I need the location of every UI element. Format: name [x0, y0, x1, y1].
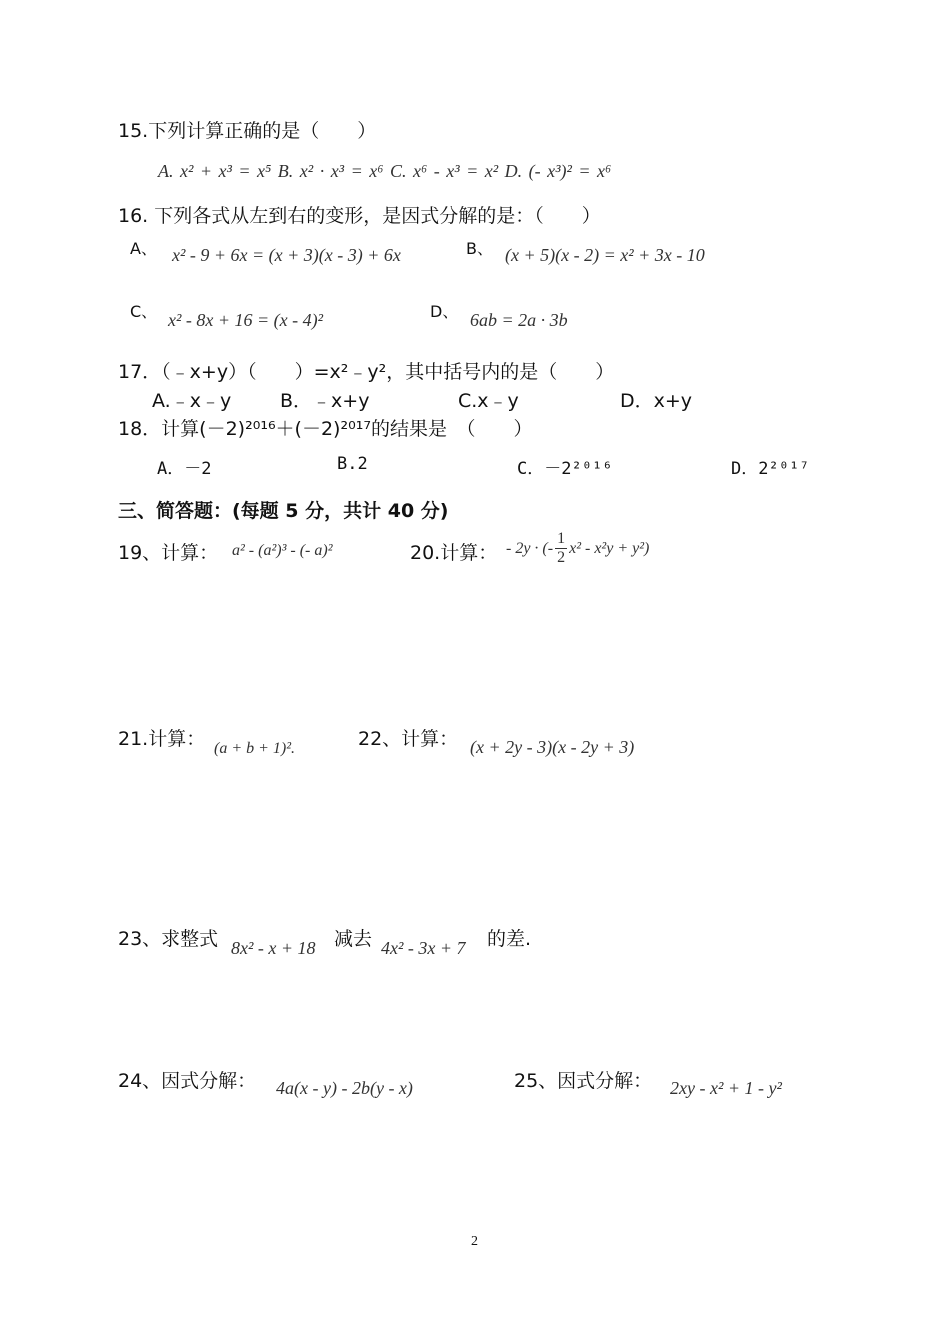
q18-option-b: B.2 — [337, 454, 368, 474]
q16-stem: 16. 下列各式从左到右的变形，是因式分解的是：（ ） — [118, 205, 601, 227]
q17-option-c: C.x﹣y — [458, 390, 519, 412]
q16-option-a-label: A、 — [130, 239, 157, 258]
q15-stem: 15.下列计算正确的是（ ） — [118, 120, 377, 142]
q19-label: 19、计算： — [118, 542, 219, 564]
q17-option-a: A.﹣x﹣y — [152, 390, 232, 412]
q20-fraction — [555, 530, 567, 567]
q20-label: 20.计算： — [410, 542, 498, 564]
q15-options: A. x² + x³ = x⁵ B. x² · x³ = x⁶ C. x⁶ - x³ = x² D. (- x³)² = x⁶ — [158, 161, 612, 181]
q23-expr-1: 8x² - x + 18 — [231, 938, 316, 958]
q16-option-d-expr: 6ab = 2a · 3b — [470, 310, 568, 330]
q22-label: 22、计算： — [358, 728, 459, 750]
q20-expr-right: x² - x²y + y²) — [569, 539, 650, 557]
q18-option-a: A．－2 — [157, 459, 212, 479]
q16-option-d-label: D、 — [430, 302, 459, 321]
q16-option-c-label: C、 — [130, 302, 158, 321]
q19-expr: a² - (a²)³ - (- a)² — [232, 542, 333, 559]
q20-fraction-denominator: 2 — [557, 549, 566, 566]
q25-expr: 2xy - x² + 1 - y² — [670, 1078, 782, 1098]
q18-option-c: C．－2²⁰¹⁶ — [517, 459, 613, 479]
q23-mid: 减去 — [334, 928, 373, 950]
q21-expr: (a + b + 1)². — [214, 740, 296, 757]
q20-fraction-numerator: 1 — [557, 530, 566, 547]
page-number: 2 — [471, 1234, 478, 1249]
q17-stem: 17．（﹣x+y）（ ）=x²﹣y²，其中括号内的是（ ） — [118, 361, 615, 383]
q21-label: 21.计算： — [118, 728, 206, 750]
q17-option-b: B．﹣x+y — [280, 390, 370, 412]
q23-tail: 的差. — [487, 928, 532, 950]
q16-option-a-expr: x² - 9 + 6x = (x + 3)(x - 3) + 6x — [172, 245, 401, 265]
q22-expr: (x + 2y - 3)(x - 2y + 3) — [470, 737, 635, 757]
q20-expr — [506, 530, 649, 567]
q25-label: 25、因式分解： — [514, 1070, 653, 1092]
q18-stem: 18．计算(－2)²⁰¹⁶＋(－2)²⁰¹⁷的结果是 （ ） — [118, 418, 533, 440]
q24-label: 24、因式分解： — [118, 1070, 257, 1092]
q16-option-b-expr: (x + 5)(x - 2) = x² + 3x - 10 — [505, 245, 705, 265]
q24-expr: 4a(x - y) - 2b(y - x) — [276, 1078, 413, 1098]
q18-option-d: D．2²⁰¹⁷ — [731, 459, 810, 479]
q16-option-c-expr: x² - 8x + 16 = (x - 4)² — [168, 310, 324, 330]
q20-expr-left: - 2y · (- — [506, 539, 554, 557]
q23-label: 23、求整式 — [118, 928, 219, 950]
q17-option-d: D．x+y — [620, 390, 693, 412]
q16-option-b-label: B、 — [466, 239, 493, 258]
q23-expr-2: 4x² - 3x + 7 — [381, 938, 466, 958]
section-title: 三、简答题：(每题 5 分，共计 40 分) — [118, 500, 449, 522]
